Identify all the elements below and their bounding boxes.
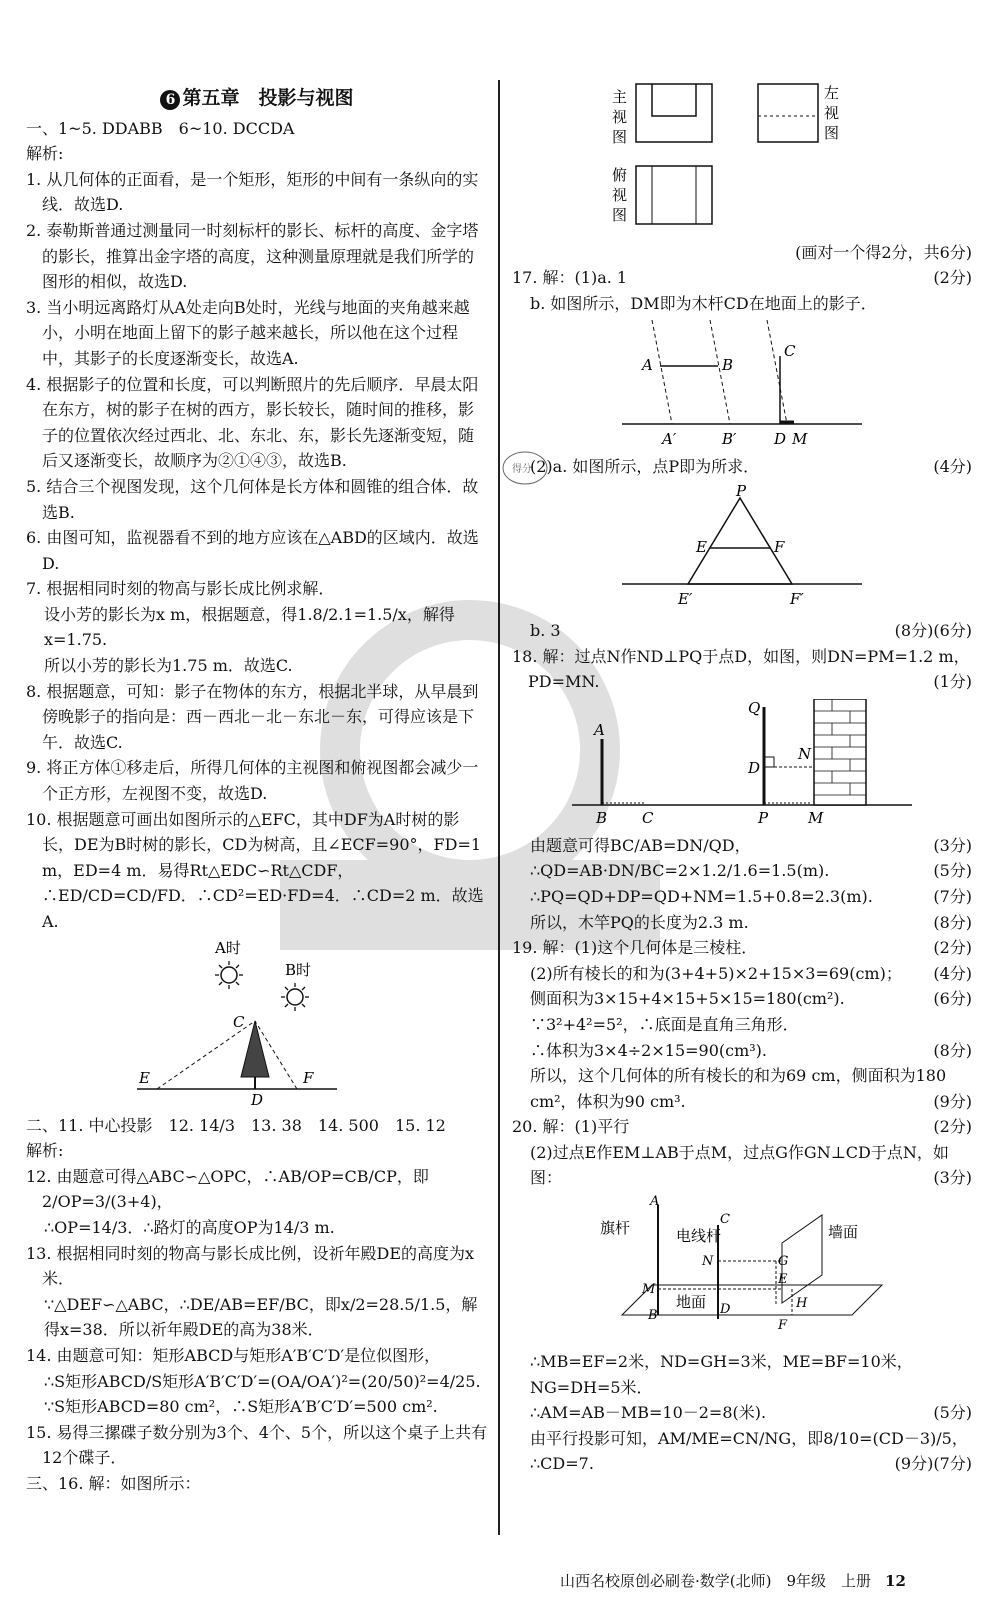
solution-line [512, 454, 972, 480]
analysis-step: 所以小芳的影长为1.75 m．故选C. [44, 656, 293, 676]
f17-label: M [792, 430, 808, 449]
solution-text: 19. 解：(1)这个几何体是三棱柱． [512, 938, 758, 958]
solution-text: (2)所有棱长的和为(3+4+5)×2+15×3=69(cm)； [530, 963, 902, 983]
answer-line: 三、16. 解：如图所示： [26, 1473, 201, 1493]
score-mark: (6分) [933, 989, 972, 1009]
solution-text: 由题意可得BC/AB=DN/QD， [530, 835, 751, 855]
solution-text: ∴PQ=QD+DP=QD+NM=1.5+0.8=2.3(m). [530, 886, 873, 906]
f18-label: C [642, 808, 654, 827]
analysis-item: 2. 泰勒斯普通过测量同一时刻标杆的影长、标杆的高度、金字塔的影长，推算出金字塔的高度，这种测量原理就是我们所学的图形的相似，故选D. [26, 220, 479, 292]
analysis-item: 9. 将正方体①移走后，所得几何体的主视图和俯视图都会减少一个正方形，左视图不变，故选D. [26, 758, 479, 804]
chapter-title-text: 第五章 投影与视图 [182, 87, 354, 109]
f20-label: E [778, 1272, 788, 1288]
f20-label: 旗杆 [600, 1219, 631, 1238]
analysis-step: ∴OP=14/3．∴路灯的高度OP为14/3 m. [44, 1217, 335, 1237]
left-view-char: 视 [824, 104, 840, 122]
solution-line [512, 1349, 972, 1400]
f20-label: N [702, 1254, 714, 1270]
figure-q17 [612, 320, 872, 450]
f17-label: A [642, 356, 653, 375]
three-views-figure [512, 80, 972, 230]
fig10-label-a: A时 [215, 938, 241, 957]
analysis-label: 解析: [26, 144, 64, 164]
solution-line [512, 1114, 972, 1140]
solution-line [512, 618, 972, 644]
footer-text: 山西名校原创必刷卷·数学(北师) 9年级 上册 [560, 1572, 872, 1590]
solution-line [512, 858, 972, 884]
left-column [26, 80, 488, 1497]
solution-line [512, 265, 972, 291]
f18-label: Q [748, 698, 761, 717]
solution-line [512, 910, 972, 936]
figure-q17-point-p [612, 484, 872, 614]
solution-text: 所以，这个几何体的所有棱长的和为69 cm，侧面积为180 cm²，体积为90 cm³. [530, 1066, 947, 1111]
f20-label: B [648, 1308, 658, 1324]
score-mark: (7分) [933, 886, 972, 906]
f18-label: D [748, 758, 761, 777]
analysis-step: 设小芳的影长为x m，根据题意，得1.8/2.1=1.5/x，解得x=1.75. [44, 604, 455, 650]
score-mark: (5分) [933, 1403, 972, 1423]
solution-text: (2)a. 如图所示，点P即为所求． [530, 457, 760, 477]
fP-label: F′ [790, 589, 804, 608]
solution-text: 17. 解：(1)a. 1 [512, 268, 628, 288]
page-number: 12 [885, 1572, 906, 1590]
analysis-item: 14. 由题意可知：矩形ABCD与矩形A′B′C′D′是位似图形， [26, 1345, 441, 1365]
solution-line [512, 644, 972, 695]
f20-label: 地面 [676, 1293, 707, 1312]
left-view-char: 图 [824, 124, 840, 142]
solution-line [512, 833, 972, 859]
f18-label: A [594, 720, 605, 739]
figure-f17 [512, 320, 972, 450]
f20-label: D [720, 1302, 731, 1318]
f20-label: A [650, 1195, 660, 1210]
solution-line [512, 1038, 972, 1064]
score-mark: (2分) [933, 268, 972, 288]
f17-label: C [784, 342, 796, 361]
stamp-graphic [500, 448, 550, 488]
score-mark: (3分) [933, 835, 972, 855]
score-mark: (8分) [933, 912, 972, 932]
analysis-label: 解析: [26, 1141, 64, 1161]
analysis-step: ∵S矩形ABCD=80 cm²，∴S矩形A′B′C′D′=500 cm². [44, 1397, 438, 1417]
analysis-step: ∵△DEF∽△ABC，∴DE/AB=EF/BC，即x/2=28.5/1.5，解得x=38．所以祈年殿DE的高为38米． [44, 1294, 478, 1340]
solution-line [512, 1063, 972, 1114]
f18-label: M [808, 808, 824, 827]
fP-label: E′ [678, 589, 693, 608]
analysis-item: 10. 根据题意可画出如图所示的△EFC，其中DF为A时树的影长，DE为B时树的影长，CD为树高，且∠ECF=90°，FD=1 m，ED=4 m．易得Rt△EDC∽Rt△CDF，∴ED/CD=CD/FD．∴CD²=ED·FD=4．∴CD=2 m．故选A. [26, 809, 484, 931]
figure-q10 [137, 939, 377, 1109]
chapter-title [26, 86, 488, 112]
solution-text: 由平行投影可知，AM/ME=CN/NG，即8/10=(CD－3)/5， [530, 1428, 968, 1448]
sun-rays-b [281, 983, 309, 1011]
answer-line: 二、11. 中心投影 12. 14/3 13. 38 14. 500 15. 12 [26, 1115, 446, 1135]
top-view-char: 俯 [612, 166, 628, 184]
stamp-text: 得分 [512, 464, 532, 475]
fP-label: F [774, 537, 785, 556]
f20-label: C [720, 1212, 730, 1228]
analysis-item: 5. 结合三个视图发现，这个几何体是长方体和圆锥的组合体．故选B. [26, 476, 479, 522]
analysis-item: 12. 由题意可得△ABC∽△OPC，∴AB/OP=CB/CP，即2/OP=3/(3+4)， [26, 1166, 429, 1212]
score-mark: (8分) [894, 620, 934, 640]
analysis-item: 7. 根据相同时刻的物高与影长成比例求解． [26, 579, 335, 599]
f18-label: B [596, 808, 608, 827]
fig10-label-c: C [233, 1012, 245, 1031]
analysis-item: 3. 当小明远离路灯从A处走向B处时，光线与地面的夹角越来越小，小明在地面上留下的影子越来越长，所以他在这个过程中，其影子的长度逐渐变长，故选A. [26, 297, 470, 368]
figure-q20 [592, 1195, 892, 1345]
f20-label: G [778, 1254, 789, 1270]
f20-label: H [796, 1296, 808, 1312]
score-mark: (6分) [933, 620, 972, 640]
score-mark: (7分) [933, 1454, 972, 1474]
main-view-char: 主 [612, 88, 628, 106]
score-mark: (4分) [933, 457, 972, 477]
solution-text: ∴体积为3×4÷2×15=90(cm³). [530, 1040, 768, 1060]
solution-line [512, 884, 972, 910]
f17-label: A′ [662, 430, 677, 449]
answer-line: 一、1~5. DDABB 6~10. DCCDA [26, 118, 295, 138]
page-footer [560, 1570, 906, 1591]
analysis-item: 15. 易得三摞碟子数分别为3个、4个、5个，所以这个桌子上共有12个碟子． [26, 1422, 488, 1468]
solution-text: b. 如图所示，DM即为木杆CD在地面上的影子． [530, 293, 877, 313]
score-mark: (2分) [933, 1117, 972, 1137]
solution-text: ∴CD=7. [530, 1454, 594, 1474]
f17-label: B [722, 356, 734, 375]
fig10-label-f: F [303, 1068, 314, 1087]
left-view-char: 左 [824, 84, 840, 102]
fig10-label-b: B时 [285, 960, 312, 979]
fP-label: P [736, 483, 747, 500]
solution-text: ∵3²+4²=5²，∴底面是直角三角形． [530, 1014, 799, 1034]
solution-line [512, 1451, 972, 1477]
f20-label: M [642, 1282, 656, 1298]
main-view-shape [636, 84, 712, 142]
analysis-step: ∴S矩形ABCD/S矩形A′B′C′D′=(OA/OA′)²=(20/50)²=4/25. [44, 1371, 481, 1391]
fig10-label-e: E [139, 1068, 150, 1087]
score-mark: (2分) [933, 938, 972, 958]
solution-text: 20. 解：(1)平行 [512, 1117, 630, 1137]
score-mark: (1分) [933, 672, 972, 692]
f18-label: P [758, 808, 769, 827]
top-view-char: 视 [612, 186, 628, 204]
f20-label: F [778, 1318, 788, 1334]
solution-text: ∴QD=AB·DN/BC=2×1.2/1.6=1.5(m). [530, 861, 830, 881]
analysis-item: 6. 由图可知，监视器看不到的地方应该在△ABD的区域内．故选D. [26, 528, 479, 573]
light-ray-a [157, 1021, 255, 1089]
sun-icon [221, 967, 237, 983]
solution-lines [512, 265, 972, 1477]
solution-line [512, 986, 972, 1012]
analysis-item: 1. 从几何体的正面看，是一个矩形，矩形的中间有一条纵向的实线．故选D. [26, 169, 479, 215]
score-mark: (8分) [933, 1040, 972, 1060]
solution-text: ∴AM=AB－MB=10－2=8(米). [530, 1403, 767, 1423]
solution-text: 18. 解：过点N作ND⊥PQ于点D，如图，则DN=PM=1.2 m，PD=MN. [512, 646, 970, 692]
f17-label: B′ [722, 430, 737, 449]
solution-text: 侧面积为3×15+4×15+5×15=180(cm²). [530, 989, 845, 1009]
f20-label: 墙面 [828, 1223, 859, 1242]
score-mark: (9分) [933, 1091, 972, 1111]
solution-line [512, 291, 972, 317]
figure-f20 [512, 1195, 972, 1345]
figure-fP [512, 484, 972, 614]
chapter-badge: 6 [160, 90, 180, 110]
score-mark: (5分) [933, 861, 972, 881]
solution-text: b. 3 [530, 620, 561, 640]
views-score-note: (画对一个得2分，共6分) [795, 242, 972, 262]
main-view-char: 图 [612, 128, 628, 146]
solution-line [512, 1140, 972, 1191]
main-view-char: 视 [612, 108, 628, 126]
solution-line [512, 961, 972, 987]
solution-line [512, 935, 972, 961]
analysis-item: 13. 根据相同时刻的物高与影长成比例，设祈年殿DE的高度为x米． [26, 1243, 475, 1289]
fig10-label-d: D [251, 1090, 264, 1109]
top-view-shape [636, 166, 712, 224]
sun-rays-a [215, 961, 243, 989]
tree-triangle [241, 1021, 269, 1077]
right-column [512, 80, 972, 1477]
f17-label: D [774, 430, 787, 449]
score-mark: (3分) [933, 1168, 972, 1188]
figure-q18 [562, 699, 922, 829]
solution-text: 所以，木竿PQ的长度为2.3 m. [530, 912, 749, 932]
top-view-char: 图 [612, 206, 628, 224]
fP-label: E [696, 537, 707, 556]
analysis-item: 4. 根据影子的位置和长度，可以判断照片的先后顺序．早晨太阳在东方，树的影子在树的西方，影长较长，随时间的推移，影子的位置依次经过西北、北、东北、东，影长先逐渐变短，随后又逐渐变长，故顺序为②①④③，故选B. [26, 374, 479, 471]
solution-text: (2)过点E作EM⊥AB于点M，过点G作GN⊥CD于点N，如图： [530, 1142, 949, 1188]
left-view-shape [758, 84, 818, 142]
score-mark: (9分) [894, 1454, 934, 1474]
sun-icon [287, 989, 303, 1005]
f20-label: 电线杆 [676, 1227, 722, 1246]
solution-line [512, 1012, 972, 1038]
solution-text: ∴MB=EF=2米，ND=GH=3米，ME=BF=10米，NG=DH=5米． [530, 1352, 913, 1397]
figure-f18 [512, 699, 972, 829]
analysis-item: 8. 根据题意，可知：影子在物体的东方，根据北半球，从早晨到傍晚影子的指向是：西－西北－北－东北－东，可得应该是下午．故选C. [26, 681, 479, 752]
f18-label: N [798, 744, 812, 763]
score-mark: (4分) [933, 963, 972, 983]
solution-line [512, 1400, 972, 1426]
main-view-label [612, 88, 627, 106]
